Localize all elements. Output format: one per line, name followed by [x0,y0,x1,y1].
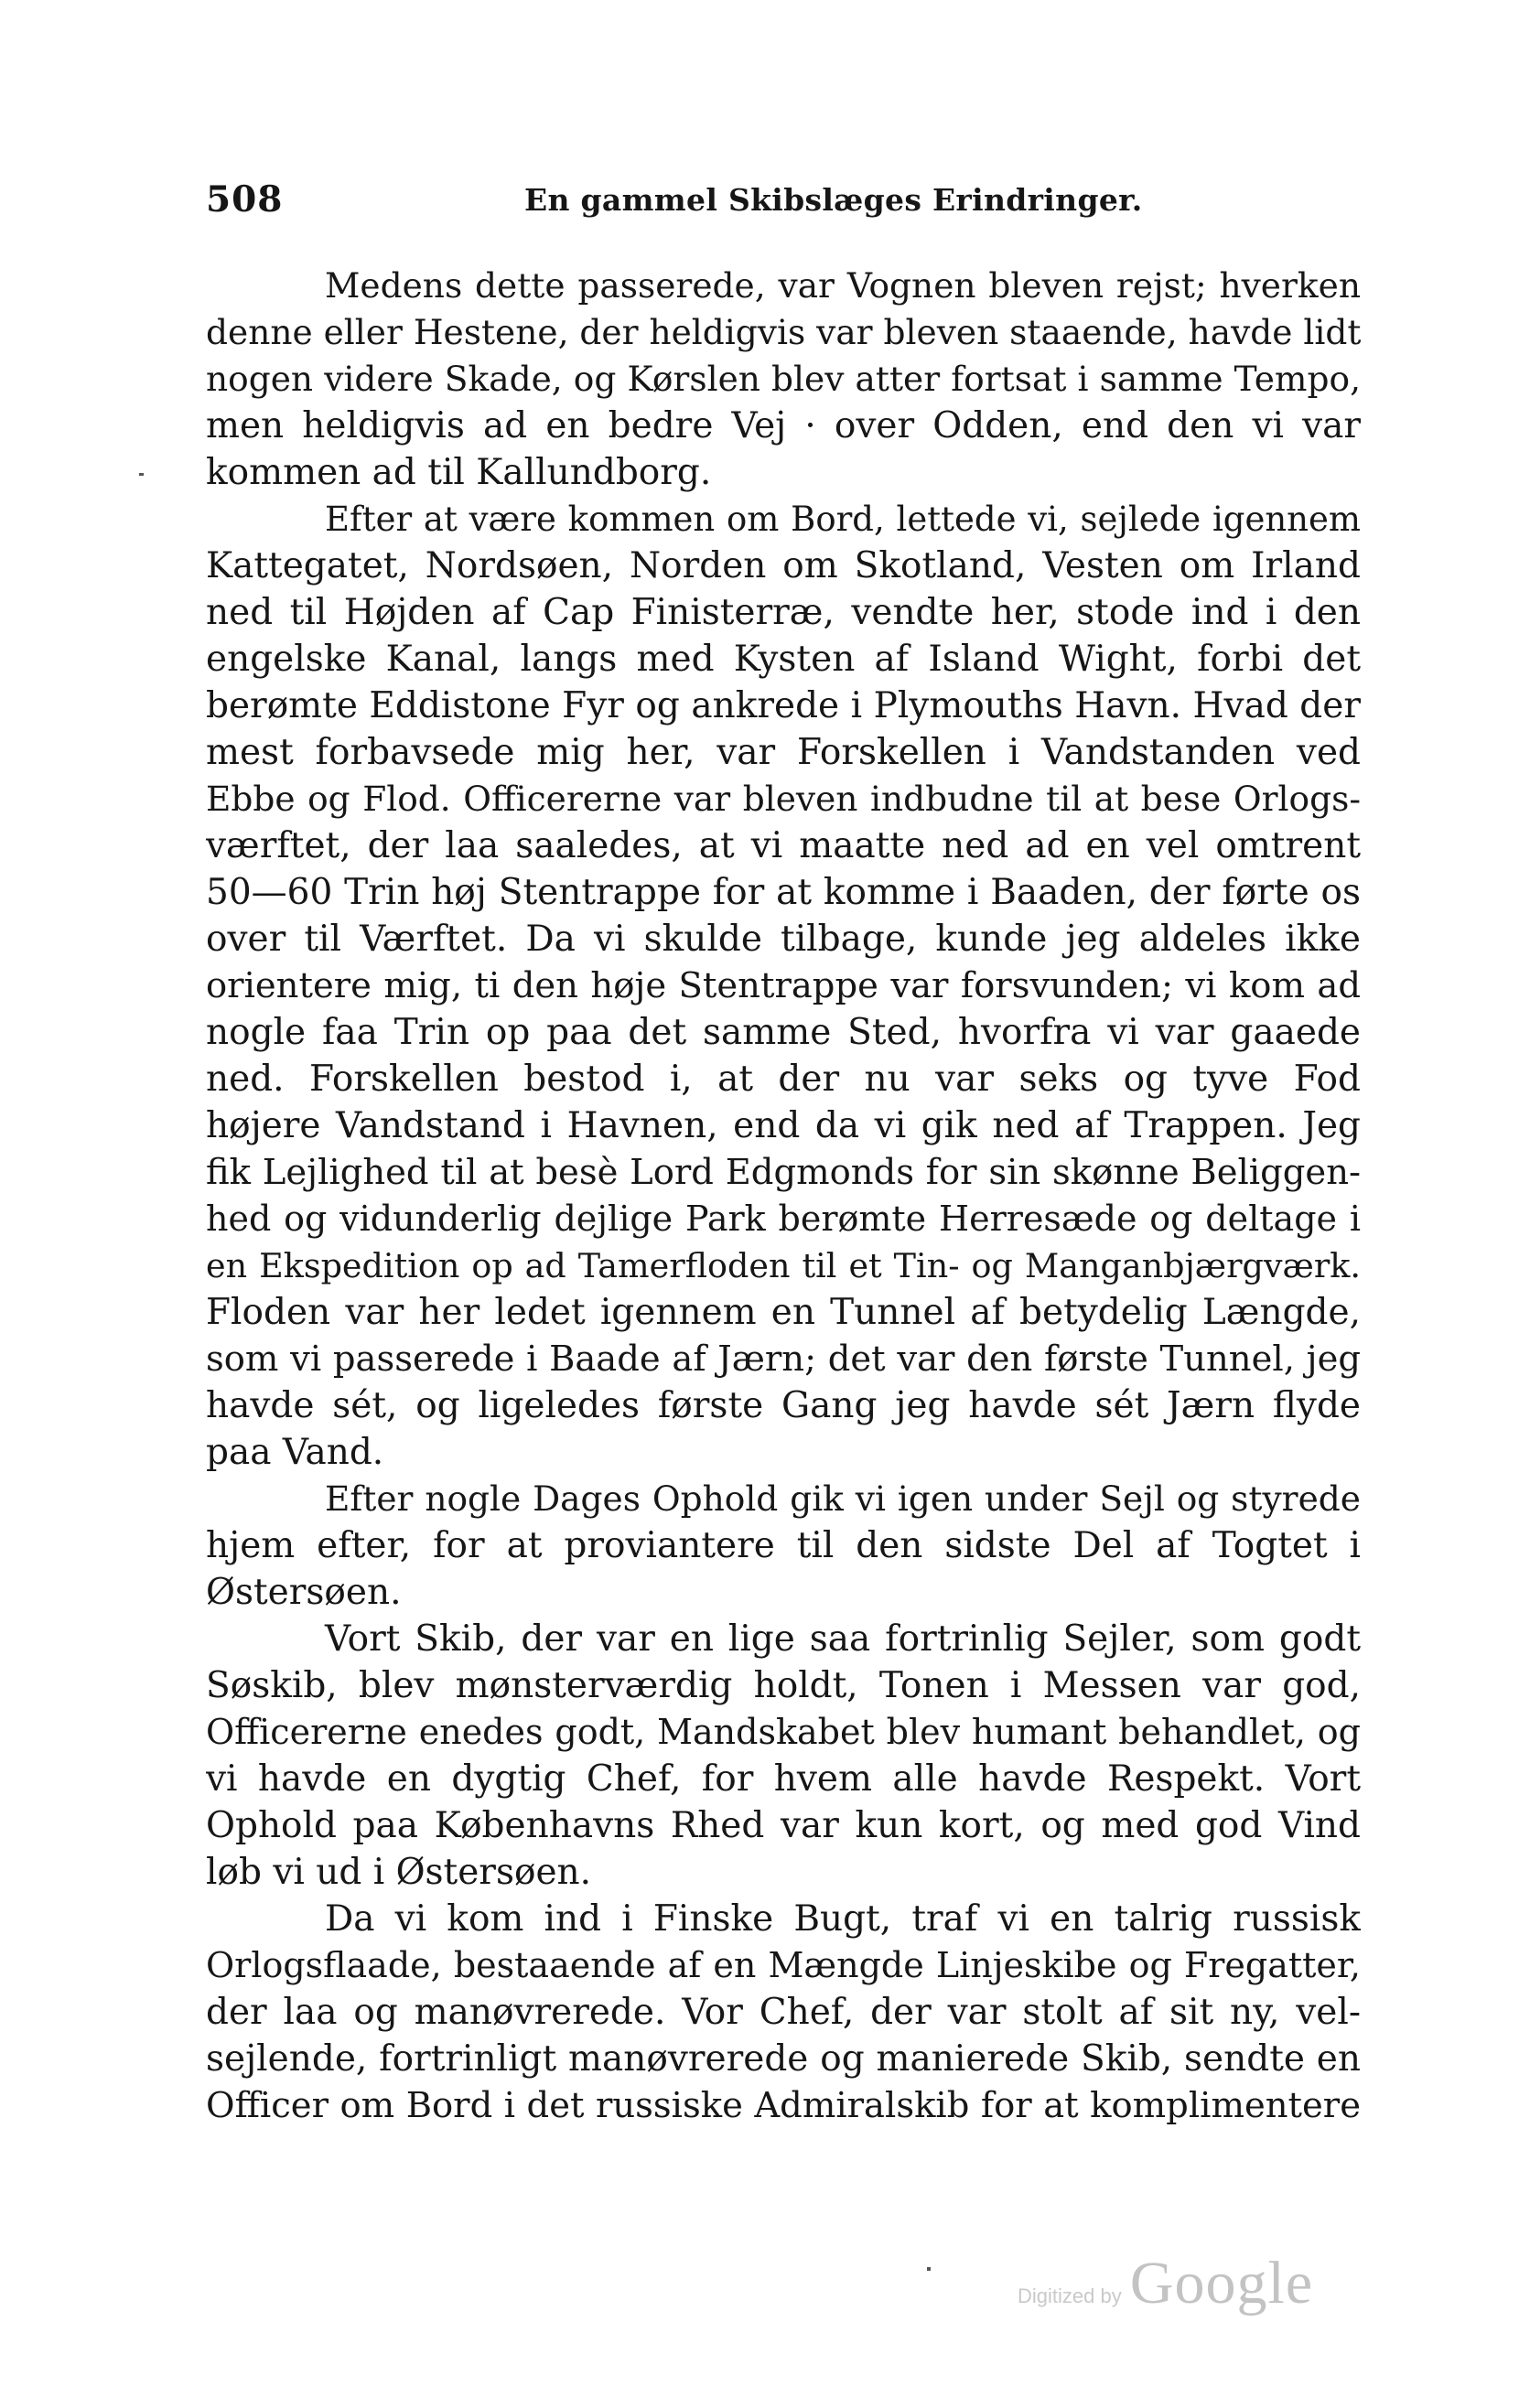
text-line: orientere mig, ti den høje Stentrappe var forsvunden; vi kom ad [206,965,1361,1006]
text-line: over til Værftet. Da vi skulde tilbage, kunde jeg aldeles ikke [206,919,1361,960]
text-line: hed og vidunderlig dejlige Park berømte Herresæde og deltage i [206,1199,1361,1239]
digitized-watermark [1018,2249,1313,2322]
text-line: løb vi ud i Østersøen. [206,1852,592,1893]
text-line: hjem efter, for at proviantere til den sidste Del af Togtet i [206,1525,1361,1566]
text-line: Kattegatet, Nordsøen, Norden om Skotland, Vesten om Irland [206,545,1361,586]
google-logo: Google [1129,2250,1314,2317]
text-line: ned. Forskellen bestod i, at der nu var seks og tyve Fod [206,1059,1361,1100]
page-number: 508 [206,178,284,220]
stray-mark [927,2267,931,2271]
page-header [206,178,1368,233]
text-line: mest forbavsede mig her, var Forskellen i Vandstanden ved [206,732,1361,773]
text-line: Søskib, blev mønsterværdig holdt, Tonen i Messen var god, [206,1665,1361,1706]
text-line: 50—60 Trin høj Stentrappe for at komme i Baaden, der førte os [206,872,1361,913]
text-line: denne eller Hestene, der heldigvis var bleven staaende, havde lidt [206,312,1361,352]
text-line: berømte Eddistone Fyr og ankrede i Plymouths Havn. Hvad der [206,685,1361,726]
text-line: ned til Højden af Cap Finisterræ, vendte her, stode ind i den [206,592,1361,633]
text-line: højere Vandstand i Havnen, end da vi gik ned af Trappen. Jeg [206,1105,1361,1146]
text-line: paa Vand. [206,1432,384,1473]
text-line: Efter nogle Dages Ophold gik vi igen under Sejl og styrede [325,1478,1361,1519]
text-line: vi havde en dygtig Chef, for hvem alle havde Respekt. Vort [206,1758,1361,1800]
text-line: en Ekspedition op ad Tamerfloden til et Tin- og Manganbjærgværk. [206,1246,1361,1285]
text-line: Østersøen. [206,1572,402,1613]
text-line: Officer om Bord i det russiske Admiralskib for at komplimentere [206,2085,1361,2126]
text-line: som vi passerede i Baade af Jærn; det var den første Tunnel, jeg [206,1338,1361,1380]
text-line: Orlogsflaade, bestaaende af en Mængde Linjeskibe og Fregatter, [206,1945,1361,1985]
text-line: Vort Skib, der var en lige saa fortrinlig Sejler, som godt [325,1618,1361,1660]
text-line: kommen ad til Kallundborg. [206,452,712,493]
text-line: Ophold paa Københavns Rhed var kun kort, og med god Vind [206,1805,1361,1846]
text-line: nogen videre Skade, og Kørslen blev atter fortsat i samme Tempo, [206,359,1361,399]
text-line: der laa og manøvrerede. Vor Chef, der var stolt af sit ny, vel- [206,1992,1361,2033]
stray-mark [139,473,144,476]
digitized-label: Digitized by [1018,2284,1122,2307]
text-line: Floden var her ledet igennem en Tunnel af betydelig Længde, [206,1292,1361,1333]
text-line: Ebbe og Flod. Officererne var bleven indbudne til at bese Orlogs- [206,779,1361,819]
text-line: Da vi kom ind i Finske Bugt, traf vi en talrig russisk [325,1898,1361,1940]
text-line: engelske Kanal, langs med Kysten af Island Wight, forbi det [206,639,1361,680]
text-line: Efter at være kommen om Bord, lettede vi, sejlede igennem [325,500,1361,539]
body-text [206,263,1361,2129]
text-line: havde sét, og ligeledes første Gang jeg havde sét Jærn flyde [206,1385,1361,1426]
text-line: fik Lejlighed til at besè Lord Edgmonds for sin skønne Beliggen- [206,1152,1361,1193]
text-line: men heldigvis ad en bedre Vej · over Odden, end den vi var [206,405,1361,446]
text-line: sejlende, fortrinligt manøvrerede og manierede Skib, sendte en [206,2038,1361,2080]
running-title: En gammel Skibslæges Erindringer. [524,182,1143,218]
text-line: værftet, der laa saaledes, at vi maatte ned ad en vel omtrent [206,825,1361,866]
text-line: nogle faa Trin op paa det samme Sted, hvorfra vi var gaaede [206,1012,1361,1053]
text-line: Medens dette passerede, var Vognen bleven rejst; hverken [325,265,1361,306]
text-line: Officererne enedes godt, Mandskabet blev humant behandlet, og [206,1712,1361,1752]
